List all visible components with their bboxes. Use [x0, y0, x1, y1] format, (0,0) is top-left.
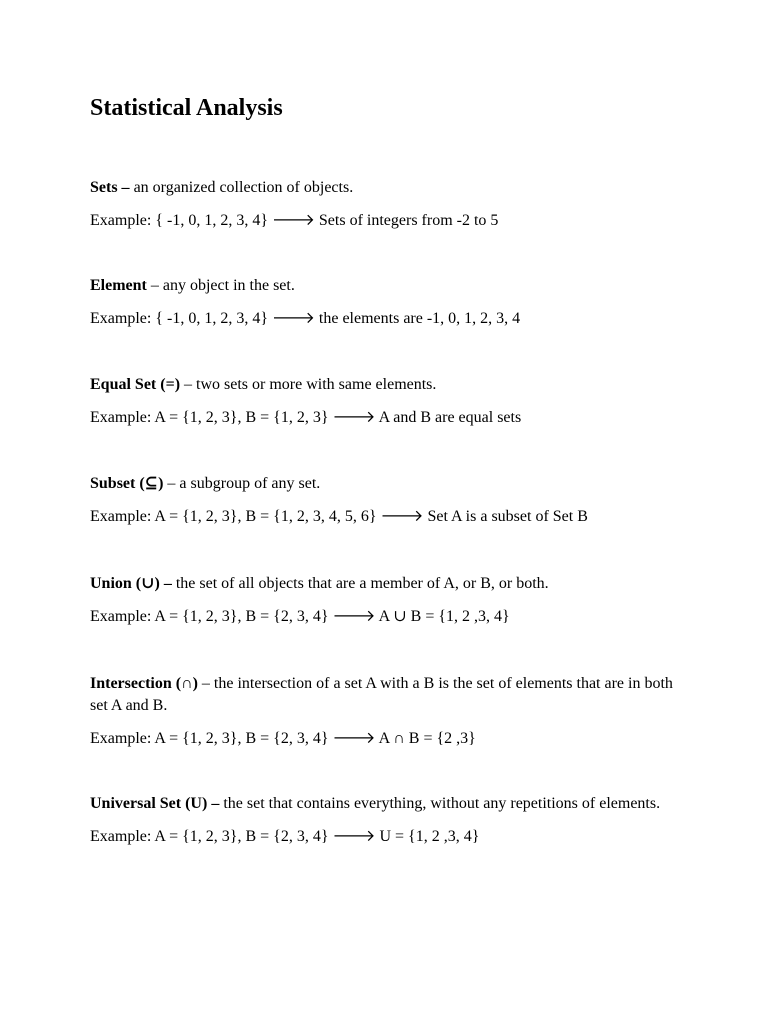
definition-text: – a subgroup of any set.: [163, 475, 321, 492]
example: Example: A = {1, 2, 3}, B = {1, 2, 3} 🡒 A and B are equal sets: [90, 409, 522, 426]
example: Example: A = {1, 2, 3}, B = {2, 3, 4} 🡒 U = {1, 2 ,3, 4}: [90, 828, 480, 845]
definition: [90, 177, 690, 199]
term: Equal Set (=): [90, 376, 181, 393]
definition-text: the set that contains everything, without any repetitions of elements.: [219, 795, 661, 812]
section-sets: [90, 177, 690, 232]
document-title: Statistical Analysis: [90, 95, 283, 121]
definition: [90, 673, 690, 717]
term: Element: [90, 277, 147, 294]
term: Universal Set (U) –: [90, 795, 220, 812]
definition-text: – any object in the set.: [146, 277, 295, 294]
example: Example: A = {1, 2, 3}, B = {1, 2, 3, 4, 5, 6} 🡒 Set A is a subset of Set B: [90, 508, 588, 525]
term: Intersection (∩): [90, 675, 198, 692]
definition-text: an organized collection of objects.: [129, 179, 354, 196]
example: Example: A = {1, 2, 3}, B = {2, 3, 4} 🡒 A ∪ B = {1, 2 ,3, 4}: [90, 608, 510, 625]
example: Example: { -1, 0, 1, 2, 3, 4} 🡒 the elements are -1, 0, 1, 2, 3, 4: [90, 310, 521, 327]
term: Union (∪) –: [90, 575, 172, 592]
term: Sets –: [90, 179, 130, 196]
definition: [90, 275, 690, 297]
example: Example: { -1, 0, 1, 2, 3, 4} 🡒 Sets of integers from -2 to 5: [90, 212, 499, 229]
definition-text: – two sets or more with same elements.: [180, 376, 437, 393]
definition: [90, 573, 690, 595]
definition-text: the set of all objects that are a member of A, or B, or both.: [171, 575, 549, 592]
section-element: [90, 275, 690, 330]
definition: [90, 374, 690, 396]
definition-text: – the intersection of a set A with a B is the set of elements that are in both set A and B.: [90, 675, 673, 714]
section-equal-set: [90, 374, 690, 429]
term: Subset (⊆): [90, 475, 164, 492]
section-universal-set: [90, 793, 690, 848]
definition: [90, 473, 690, 495]
example: Example: A = {1, 2, 3}, B = {2, 3, 4} 🡒 A ∩ B = {2 ,3}: [90, 730, 476, 747]
definition: [90, 793, 690, 815]
section-union: [90, 573, 690, 628]
section-subset: [90, 473, 690, 528]
section-intersection: [90, 673, 690, 750]
